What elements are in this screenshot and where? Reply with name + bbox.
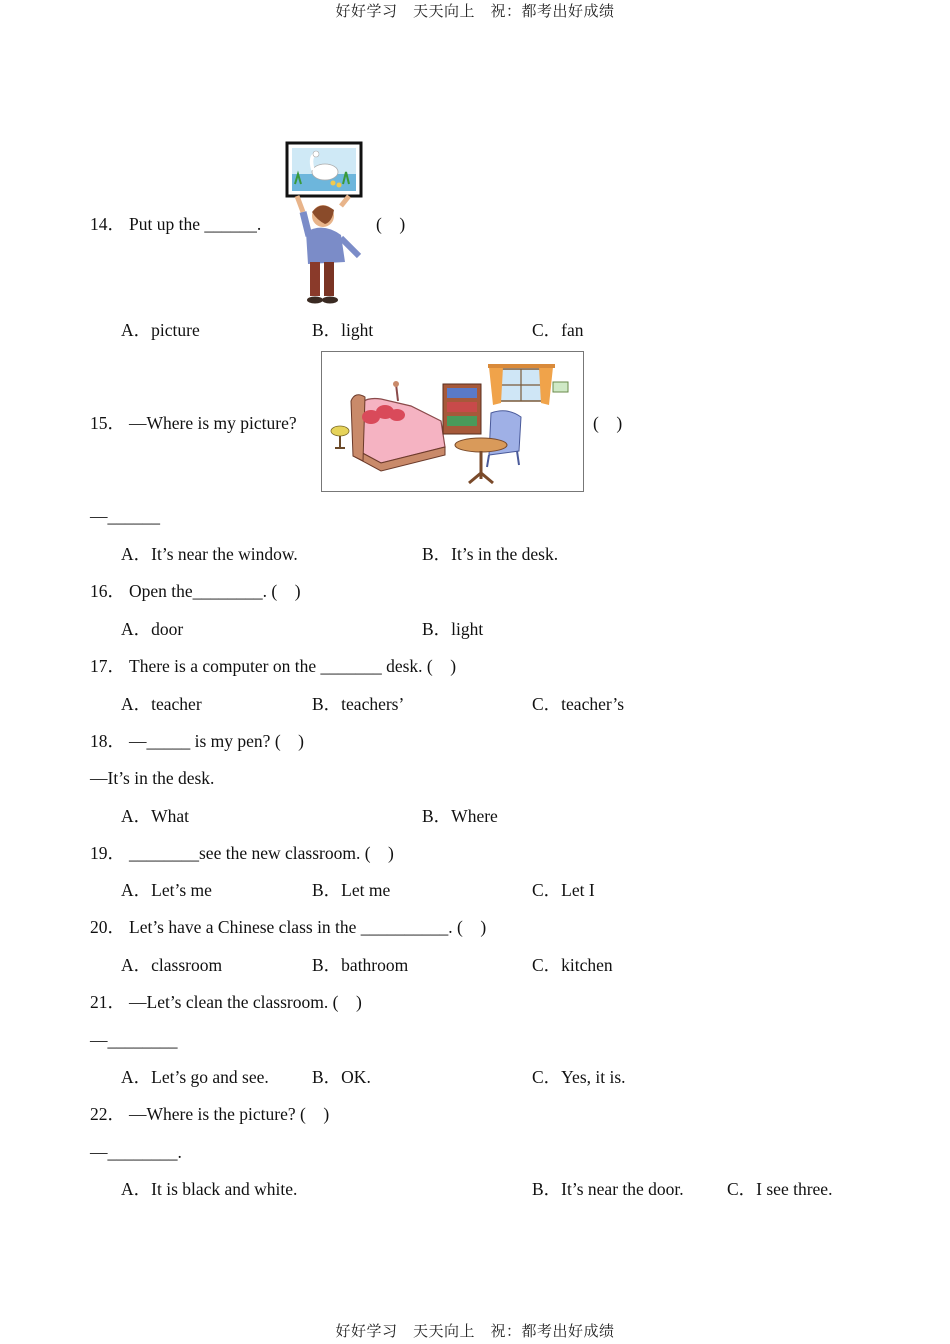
q22-option-a: A．It is black and white. (121, 1179, 298, 1199)
q15-option-b: B．It’s in the desk. (422, 544, 559, 564)
q21-option-b: B．OK. (312, 1067, 371, 1087)
q19-option-b: B．Let me (312, 880, 391, 900)
q22-answer-line: —________. (90, 1142, 182, 1162)
q14-number: 14． (90, 214, 125, 234)
q14-answer-bracket: ( ) (376, 214, 406, 234)
q21-option-a: A．Let’s go and see. (121, 1067, 269, 1087)
q20-number: 20． (90, 917, 125, 937)
q22-stem: —Where is the picture? ( ) (129, 1104, 330, 1124)
q17-stem: There is a computer on the _______ desk. ( ) (129, 656, 457, 676)
bedroom-scene-image (321, 351, 584, 492)
q17-option-b: B．teachers’ (312, 694, 405, 714)
q17-option-c: C．teacher’s (532, 694, 625, 714)
q16-option-a: A．door (121, 619, 184, 639)
q18-answer-line: —It’s in the desk. (90, 768, 215, 788)
q20-option-a: A．classroom (121, 955, 223, 975)
q16-option-b: B．light (422, 619, 484, 639)
q14-option-c: C．fan (532, 320, 584, 340)
q20-option-b: B．bathroom (312, 955, 409, 975)
q20-option-c: C．kitchen (532, 955, 613, 975)
q18-option-a: A．What (121, 806, 190, 826)
q19-number: 19． (90, 843, 125, 863)
page-footer: 好好学习 天天向上 祝：都考出好成绩 (335, 1322, 615, 1340)
q18-stem: —_____ is my pen? ( ) (129, 731, 304, 751)
q21-number: 21． (90, 992, 125, 1012)
q17-option-a: A．teacher (121, 694, 202, 714)
q21-answer-line: —________ (90, 1030, 178, 1050)
q15-number: 15． (90, 413, 125, 433)
q14-option-a: A．picture (121, 320, 200, 340)
q15-answer-bracket: ( ) (593, 413, 623, 433)
q21-option-c: C．Yes, it is. (532, 1067, 626, 1087)
q14-option-b: B．light (312, 320, 374, 340)
q16-number: 16． (90, 581, 125, 601)
q17-number: 17． (90, 656, 125, 676)
q20-stem: Let’s have a Chinese class in the __________. ( ) (129, 917, 487, 937)
q15-answer-line: —______ (90, 506, 160, 526)
q22-number: 22． (90, 1104, 125, 1124)
q15-stem: —Where is my picture? (129, 413, 297, 433)
q19-stem: ________see the new classroom. ( ) (129, 843, 394, 863)
q19-option-c: C．Let I (532, 880, 595, 900)
q18-option-b: B．Where (422, 806, 498, 826)
q18-number: 18． (90, 731, 125, 751)
q16-stem: Open the________. ( ) (129, 581, 301, 601)
boy-putting-up-picture-image (283, 140, 365, 308)
q21-stem: —Let’s clean the classroom. ( ) (129, 992, 362, 1012)
q19-option-a: A．Let’s me (121, 880, 212, 900)
q15-option-a: A．It’s near the window. (121, 544, 298, 564)
q14-stem: Put up the ______. (129, 214, 262, 234)
q22-option-c: C．I see three. (727, 1179, 833, 1199)
q22-option-b: B．It’s near the door. (532, 1179, 684, 1199)
page-header: 好好学习 天天向上 祝：都考出好成绩 (335, 2, 615, 20)
